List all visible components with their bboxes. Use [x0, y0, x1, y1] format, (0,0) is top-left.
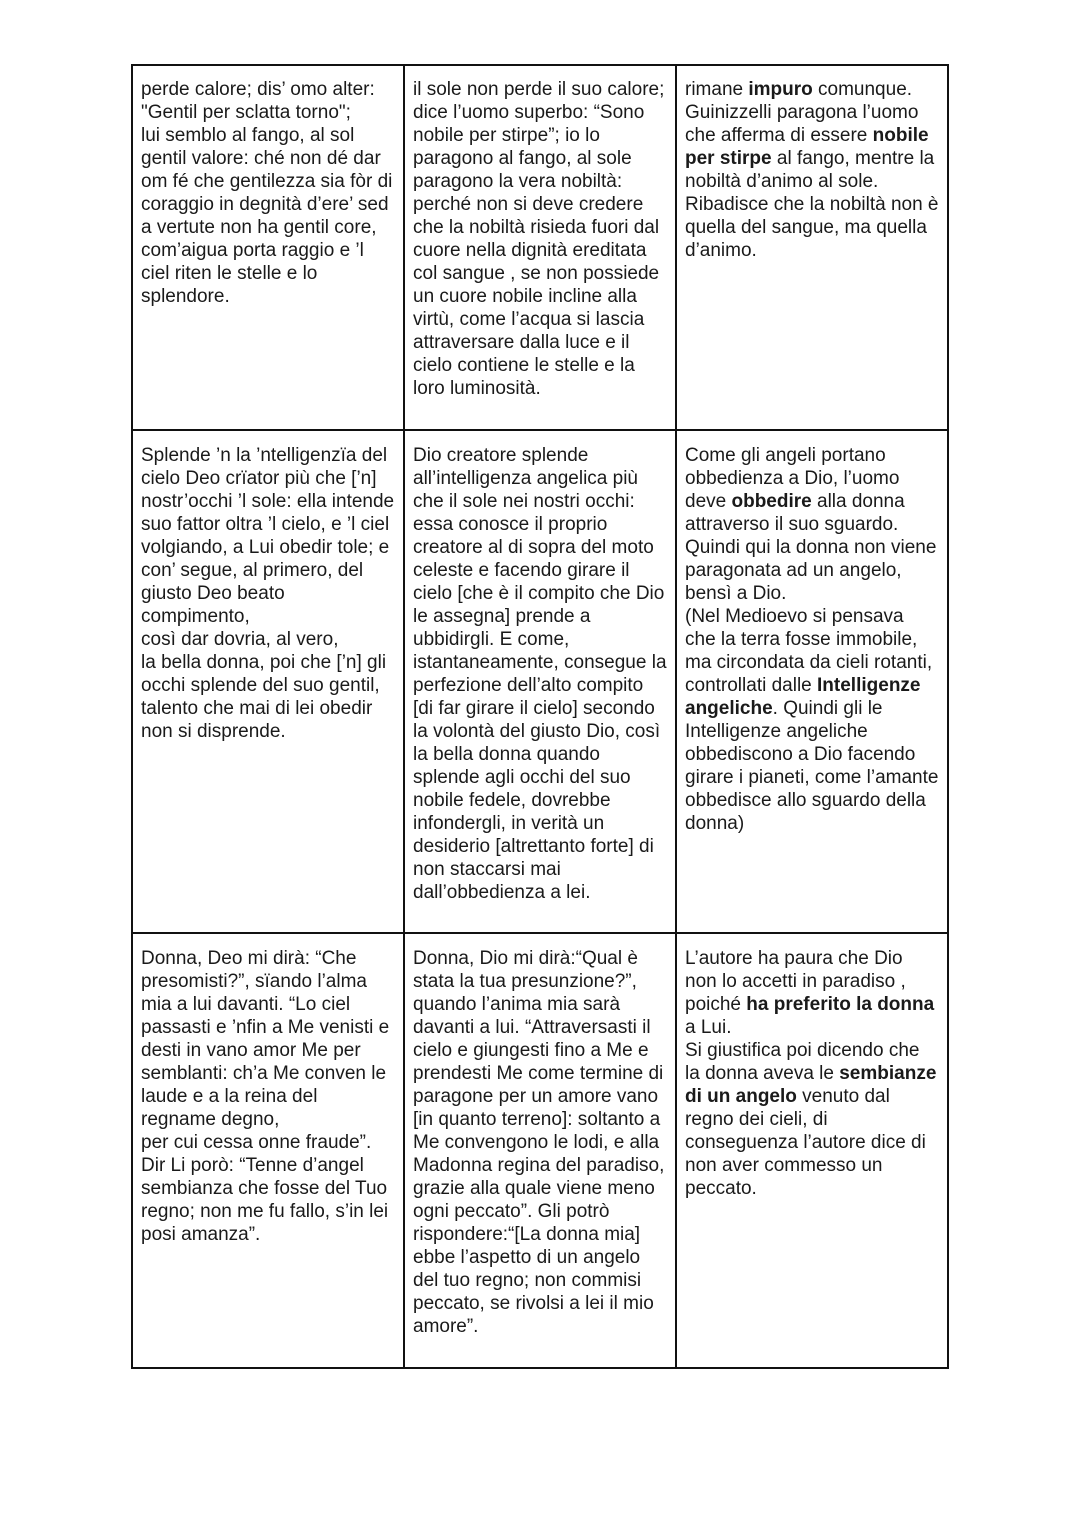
comment-emphasis: impuro — [748, 79, 813, 100]
comment-text: L’autore ha paura che Dio non lo accetti in paradiso , poiché ha preferito la donna a Lui. — [685, 948, 935, 1038]
translation-cell — [404, 430, 676, 933]
translation-text: il sole non perde il suo calore; dice l’uomo superbo: “Sono nobile per stirpe”; io lo paragono al fango, al sole paragono la vera nobiltà: perché non si deve credere che la nobiltà risieda fuori dal cuore nella dignità ereditata col sangue , se non possiede un cuore nobile incline alla virtù, come l’acqua si lascia attraversare dalla luce e il cielo contiene le stelle e la loro luminosità. — [413, 79, 665, 399]
original-line: "Gentil per sclatta torno"; — [141, 102, 351, 123]
comment-emphasis: obbedire — [731, 491, 812, 512]
comment-emphasis: sembianze di un angelo — [685, 1063, 937, 1107]
original-line: la bella donna, poi che [’n] gli occhi splende del suo gentil, talento che mai di lei obedir non si disprende. — [141, 652, 387, 742]
translation-cell — [404, 65, 676, 430]
table-row — [132, 430, 948, 933]
original-line: lui semblo al fango, al sol gentil valore: ché non dé dar om fé che gentilezza sia fòr di coraggio in degnità d’ere’ sed a vertute non ha gentil core, com’aigua porta raggio e ’l ciel riten le stelle e lo splendore. — [141, 125, 393, 307]
comment-emphasis: ha preferito la donna — [746, 994, 935, 1015]
original-line: Donna, Deo mi dirà: “Che presomisti?”, sïando l’alma mia a lui davanti. “Lo ciel passasti e ’nfin a Me venisti e desti in vano amor Me per semblanti: ch’a Me conven le laude e a la reina del regname degno, — [141, 948, 390, 1130]
translation-cell — [404, 933, 676, 1368]
comment-emphasis: nobile per stirpe — [685, 125, 929, 169]
comment-cell — [676, 933, 948, 1368]
original-line: Splende ’n la ’ntelligenzïa del cielo Deo crïator più che [’n] nostr’occhi ’l sole: ella intende suo fattor oltra ’l cielo, e ’l ciel volgiando, a Lui obedir tole; e con’ segue, al primero, del giusto Deo beato compimento, — [141, 445, 395, 627]
comment-emphasis: Intelligenze angeliche — [685, 675, 921, 719]
original-line: così dar dovria, al vero, — [141, 629, 339, 650]
table-row — [132, 65, 948, 430]
original-text-cell — [132, 933, 404, 1368]
comment-text: Si giustifica poi dicendo che la donna aveva le sembianze di un angelo venuto dal regno dei cieli, di conseguenza l’autore dice di non aver commesso un peccato. — [685, 1040, 937, 1199]
comment-cell — [676, 65, 948, 430]
comment-text: rimane impuro comunque. Guinizzelli paragona l’uomo che afferma di essere nobile per stirpe al fango, mentre la nobiltà d’animo al sole. Ribadisce che la nobiltà non è quella del sangue, ma quella d’animo. — [685, 79, 939, 261]
comment-text: Come gli angeli portano obbedienza a Dio, l’uomo deve obbedire alla donna attraverso il suo sguardo. Quindi qui la donna non viene paragonata ad un angelo, bensì a Dio. — [685, 445, 937, 604]
original-line: perde calore; dis’ omo alter: — [141, 79, 375, 100]
poem-analysis-table — [131, 64, 949, 1369]
original-line: per cui cessa onne fraude”. Dir Li porò: “Tenne d’angel sembianza che fosse del Tuo regno; non me fu fallo, s’in lei posi amanza”. — [141, 1132, 389, 1245]
comment-text: (Nel Medioevo si pensava che la terra fosse immobile, ma circondata da cieli rotanti, controllati dalle Intelligenze angeliche. Quindi gli le Intelligenze angeliche obbediscono a Dio facendo girare i pianeti, come l’amante obbedisce allo sguardo della donna) — [685, 606, 939, 834]
comment-cell — [676, 430, 948, 933]
translation-text: Dio creatore splende all’intelligenza angelica più che il sole nei nostri occhi: essa conosce il proprio creatore al di sopra del moto celeste e facendo girare il cielo [che è il compito che Dio le assegna] prende a ubbidirgli. E come, istantaneamente, consegue la perfezione dell’alto compito [di far girare il cielo] secondo la volontà del giusto Dio, così la bella donna quando splende agli occhi del suo nobile fedele, dovrebbe infondergli, in verità un desiderio [altrettanto forte] di non staccarsi mai dall’obbedienza a lei. — [413, 445, 667, 903]
original-text-cell — [132, 430, 404, 933]
translation-text: Donna, Dio mi dirà:“Qual è stata la tua presunzione?”, quando l’anima mia sarà davanti a lui. “Attraversasti il cielo e giungesti fino a Me e prendesti Me come termine di paragone per un amore vano [in quanto terreno]: soltanto a Me convengono le lodi, e alla Madonna regina del paradiso, grazie alla quale viene meno ogni peccato”. Gli potrò rispondere:“[La donna mia] ebbe l’aspetto di un angelo del tuo regno; non commisi peccato, se rivolsi a lei il mio amore”. — [413, 948, 665, 1337]
original-text-cell — [132, 65, 404, 430]
table-row — [132, 933, 948, 1368]
